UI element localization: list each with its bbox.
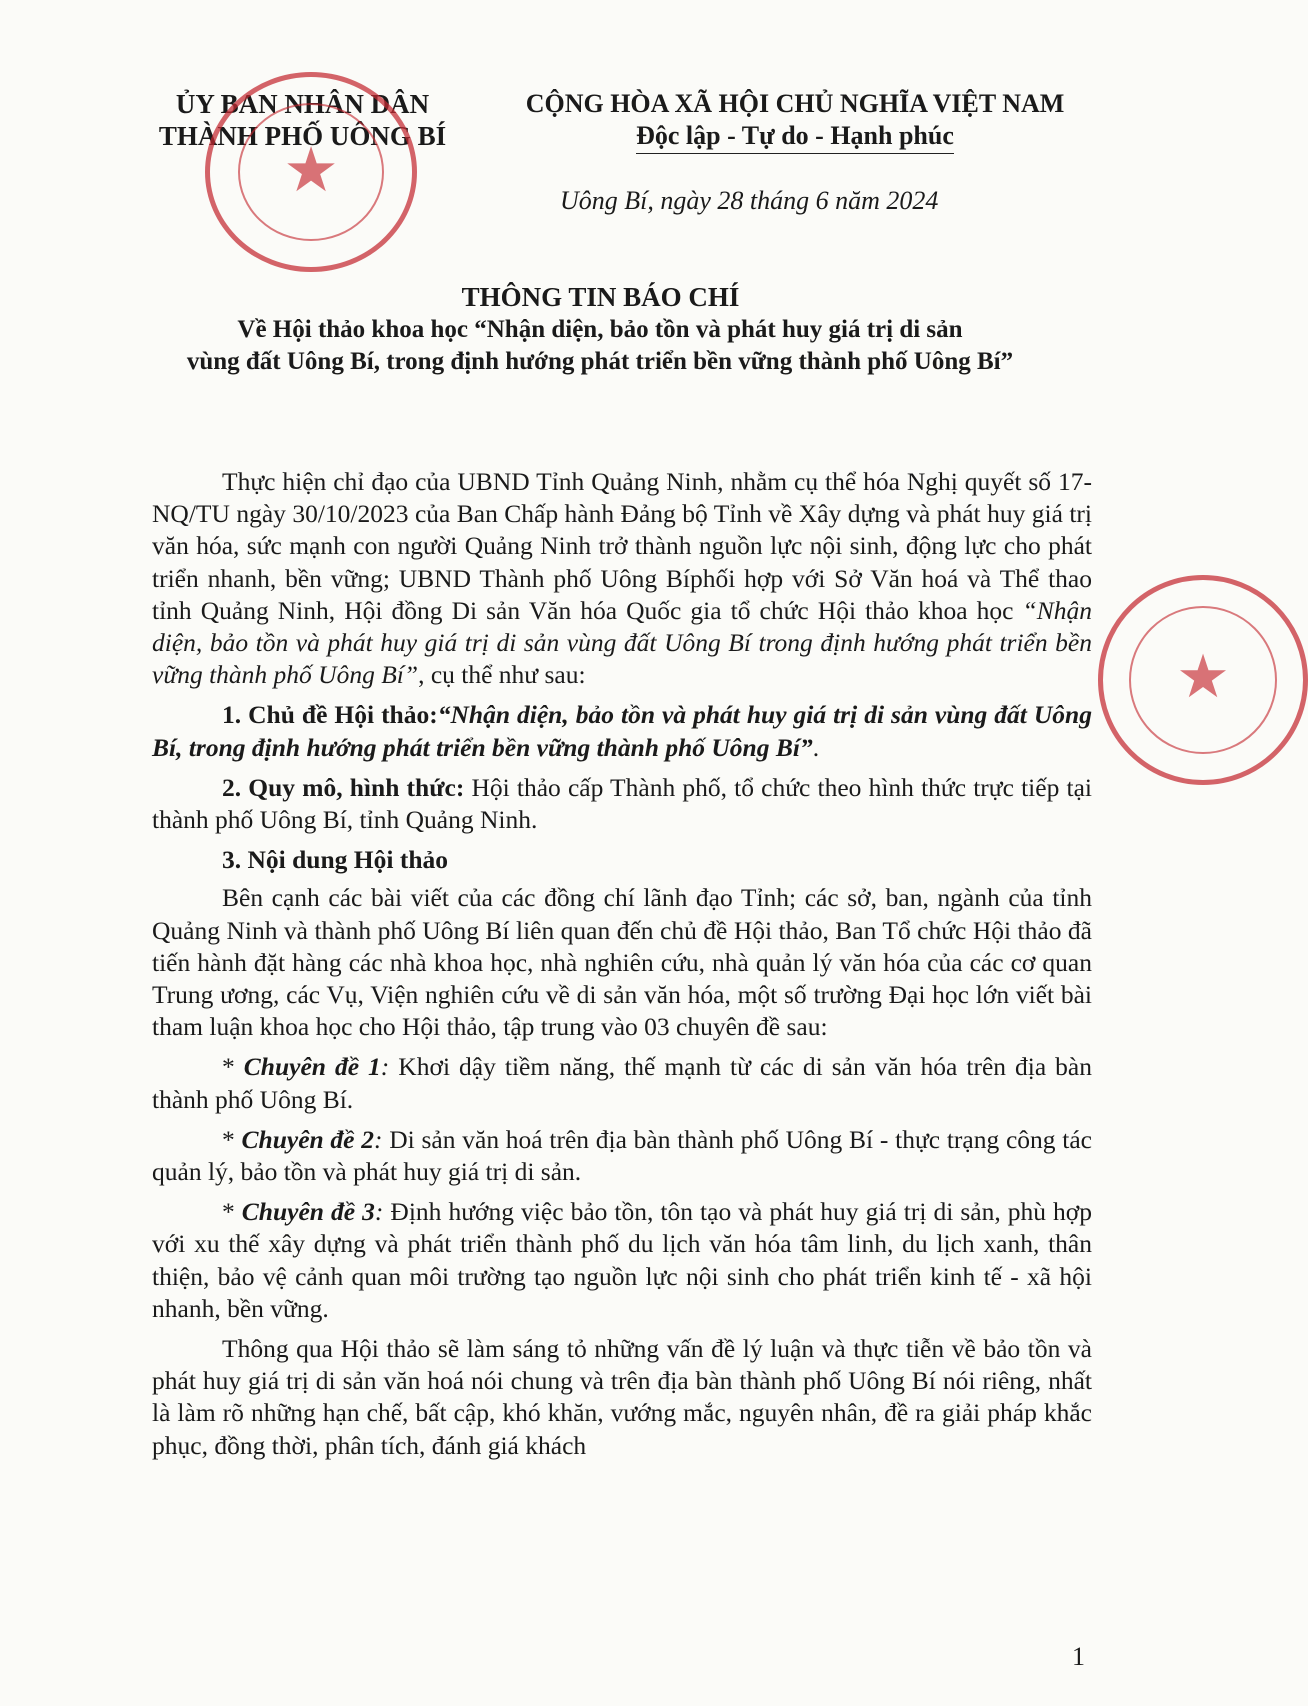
subtitle-line-1: Về Hội thảo khoa học “Nhận diện, bảo tồn và phát huy giá trị di sản	[237, 316, 963, 343]
star-emblem-icon: ★	[1176, 642, 1230, 712]
subtitle-line-2: vùng đất Uông Bí, trong định hướng phát triển bền vững thành phố Uông Bí”	[186, 348, 1014, 375]
intro-paragraph	[152, 466, 1092, 691]
authority-line-2: THÀNH PHỐ UÔNG BÍ	[158, 121, 447, 151]
topic-2	[152, 1124, 1092, 1188]
section-3-label: 3. Nội dung Hội thảo	[222, 845, 449, 875]
section-1-text: “Nhận diện, bảo tồn và phát huy giá trị di sản vùng đất Uông Bí, trong định hướng phát triển bền vững thành phố Uông Bí”	[152, 700, 1092, 762]
topic-3-bullet: *	[222, 1197, 242, 1227]
star-emblem-icon: ★	[283, 133, 339, 206]
authority-line-1: ỦY BAN NHÂN DÂN	[175, 89, 430, 119]
topic-3-label: Chuyên đề 3	[241, 1197, 375, 1227]
intro-text: Thực hiện chỉ đạo của UBND Tỉnh Quảng Ninh, nhằm cụ thể hóa Nghị quyết số 17-NQ/TU ngày 30/10/2023 của Ban Chấp hành Đảng bộ Tỉnh về Xây dựng và phát huy giá trị văn hóa, sức mạnh con người Quảng Ninh trở thành nguồn lực nội sinh, động lực cho phát triển nhanh, bền vững; UBND Thành phố Uông Bíphối hợp với Sở Văn hoá và Thể thao tỉnh Quảng Ninh, Hội đồng Di sản Văn hóa Quốc gia tổ chức Hội thảo khoa học	[152, 467, 1092, 625]
topic-1-colon: :	[380, 1052, 390, 1082]
national-heading	[500, 88, 1090, 154]
document-title: THÔNG TIN BÁO CHÍ	[461, 282, 740, 312]
topic-3	[152, 1196, 1092, 1325]
country-name: CỘNG HÒA XÃ HỘI CHỦ NGHĨA VIỆT NAM	[525, 89, 1065, 118]
section-1-label: 1. Chủ đề Hội thảo:	[222, 700, 438, 730]
topic-2-text: Di sản văn hoá trên địa bàn thành phố Uông Bí - thực trạng công tác quản lý, bảo tồn và phát huy giá trị di sản.	[152, 1124, 1093, 1187]
section-3-paragraph: Bên cạnh các bài viết của các đồng chí lãnh đạo Tỉnh; các sở, ban, ngành của tỉnh Quảng Ninh và thành phố Uông Bí liên quan đến chủ đề Hội thảo, Ban Tổ chức Hội thảo đã tiến hành đặt hàng các nhà khoa học, nhà nghiên cứu, nhà quản lý văn hóa của các cơ quan Trung ương, các Vụ, Viện nghiên cứu về di sản văn hóa, một số trường Đại học lớn viết bài tham luận khoa học cho Hội thảo, tập trung vào 03 chuyên đề sau:	[152, 883, 1092, 1042]
official-seal-margin	[1098, 575, 1308, 785]
page-number: 1	[1072, 1642, 1085, 1671]
intro-tail: , cụ thể như sau:	[418, 660, 586, 690]
topic-2-label: Chuyên đề 2	[241, 1124, 375, 1154]
topic-1-bullet: *	[222, 1052, 244, 1082]
topic-1-text: Khơi dậy tiềm năng, thế mạnh từ các di sản văn hóa trên địa bàn thành phố Uông Bí.	[152, 1052, 1093, 1114]
topic-1	[152, 1051, 1092, 1115]
section-3-heading	[152, 844, 1092, 876]
section-1-tail: .	[812, 732, 820, 762]
section-2-text: Hội thảo cấp Thành phố, tổ chức theo hình thức trực tiếp tại thành phố Uông Bí, tỉnh Quảng Ninh.	[152, 772, 1092, 835]
section-2	[152, 772, 1092, 836]
document-body	[152, 466, 1092, 1470]
national-motto: Độc lập - Tự do - Hạnh phúc	[636, 120, 954, 154]
topic-3-colon: :	[374, 1197, 384, 1227]
topic-1-label: Chuyên đề 1	[243, 1052, 381, 1082]
issue-date: Uông Bí, ngày 28 tháng 6 năm 2024	[560, 186, 939, 215]
topic-3-text: Định hướng việc bảo tồn, tôn tạo và phát huy giá trị di sản, phù hợp với xu thế xây dựng và phát triển thành phố du lịch văn hóa tâm linh, du lịch xanh, thân thiện, bảo vệ cảnh quan môi trường tạo nguồn lực nội sinh cho phát triển kinh tế - xã hội nhanh, bền vững.	[152, 1197, 1093, 1323]
official-seal-header	[205, 72, 417, 272]
section-2-label: 2. Quy mô, hình thức:	[222, 772, 465, 802]
conclusion-paragraph: Thông qua Hội thảo sẽ làm sáng tỏ những vấn đề lý luận và thực tiễn về bảo tồn và phát huy giá trị di sản văn hoá nói chung và trên địa bàn thành phố Uông Bí nói riêng, nhất là làm rõ những hạn chế, bất cập, khó khăn, vướng mắc, nguyên nhân, đề ra giải pháp khắc phục, đồng thời, phân tích, đánh giá khách	[152, 1334, 1092, 1460]
topic-2-bullet: *	[222, 1124, 242, 1154]
topic-2-colon: :	[374, 1124, 383, 1154]
intro-quote: “Nhận diện, bảo tồn và phát huy giá trị di sản vùng đất Uông Bí trong định hướng phát triển bền vững thành phố Uông Bí”	[152, 595, 1092, 690]
document-subtitle	[100, 314, 1100, 378]
section-1	[152, 699, 1092, 763]
